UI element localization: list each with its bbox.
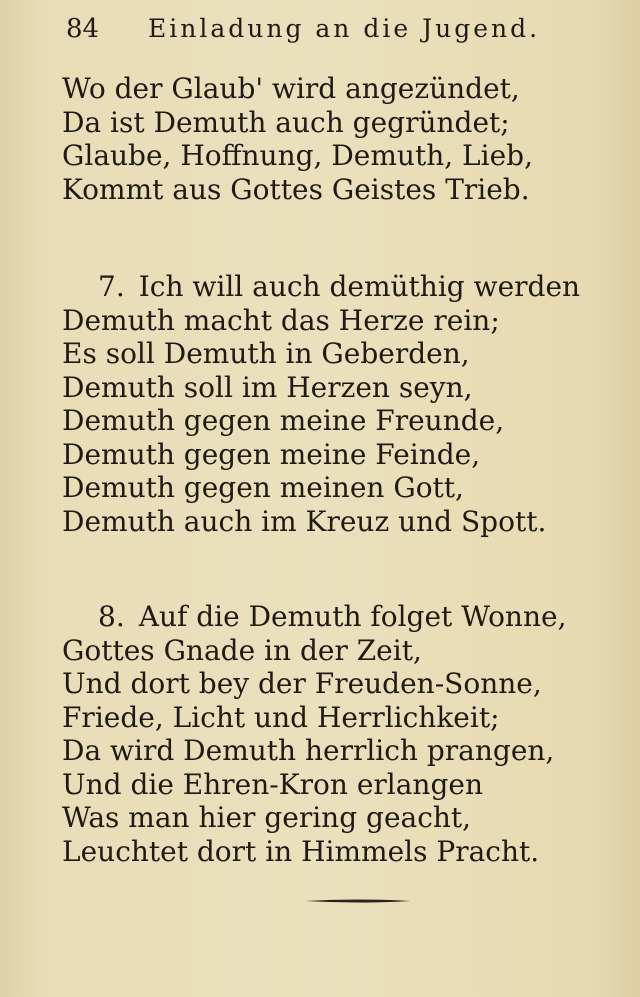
stanza-7-line-7: Demuth gegen meinen Gott, xyxy=(62,471,464,504)
stanza-7-line-5: Demuth gegen meine Freunde, xyxy=(62,404,505,437)
stanza-7-number: 7. xyxy=(98,270,125,303)
stanza-8 xyxy=(62,600,566,868)
running-title: Einladung an die Jugend. xyxy=(148,14,541,43)
page-number: 84 xyxy=(66,14,100,44)
stanza-8-line-7: Was man hier gering geacht, xyxy=(62,801,472,834)
stanza-1-line-2: Da ist Demuth auch gegründet; xyxy=(62,105,510,139)
stanza-8-line-2: Gottes Gnade in der Zeit, xyxy=(62,633,422,667)
stanza-7-line-1-text: Ich will auch demüthig werden xyxy=(138,270,581,303)
stanza-8-line-4: Friede, Licht und Herrlichkeit; xyxy=(62,700,500,734)
stanza-8-line-3: Und dort bey der Freuden-Sonne, xyxy=(62,667,542,700)
stanza-7-line-3: Es soll Demuth in Geberden, xyxy=(62,337,470,370)
end-ornament-rule xyxy=(305,896,411,906)
stanza-8-line-8: Leuchtet dort in Himmels Pracht. xyxy=(62,834,540,868)
stanza-1-line-4: Kommt aus Gottes Geistes Trieb. xyxy=(62,172,530,206)
stanza-8-line-1 xyxy=(62,600,566,634)
stanza-1 xyxy=(62,72,533,206)
stanza-7-line-8: Demuth auch im Kreuz und Spott. xyxy=(62,504,547,538)
stanza-8-line-5: Da wird Demuth herrlich prangen, xyxy=(62,734,555,767)
stanza-7-line-4: Demuth soll im Herzen seyn, xyxy=(62,370,473,404)
stanza-8-line-1-text: Auf die Demuth folget Wonne, xyxy=(138,600,567,633)
stanza-1-line-3: Glaube, Hoffnung, Demuth, Lieb, xyxy=(62,139,533,172)
stanza-7 xyxy=(62,270,580,538)
stanza-8-line-6: Und die Ehren-Kron erlangen xyxy=(62,767,483,801)
stanza-1-line-1: Wo der Glaub' wird angezündet, xyxy=(62,72,520,105)
stanza-7-line-6: Demuth gegen meine Feinde, xyxy=(62,437,481,471)
stanza-7-line-1 xyxy=(62,270,580,304)
stanza-7-line-2: Demuth macht das Herze rein; xyxy=(62,303,500,337)
page-header xyxy=(66,12,596,52)
stanza-8-number: 8. xyxy=(98,600,125,633)
